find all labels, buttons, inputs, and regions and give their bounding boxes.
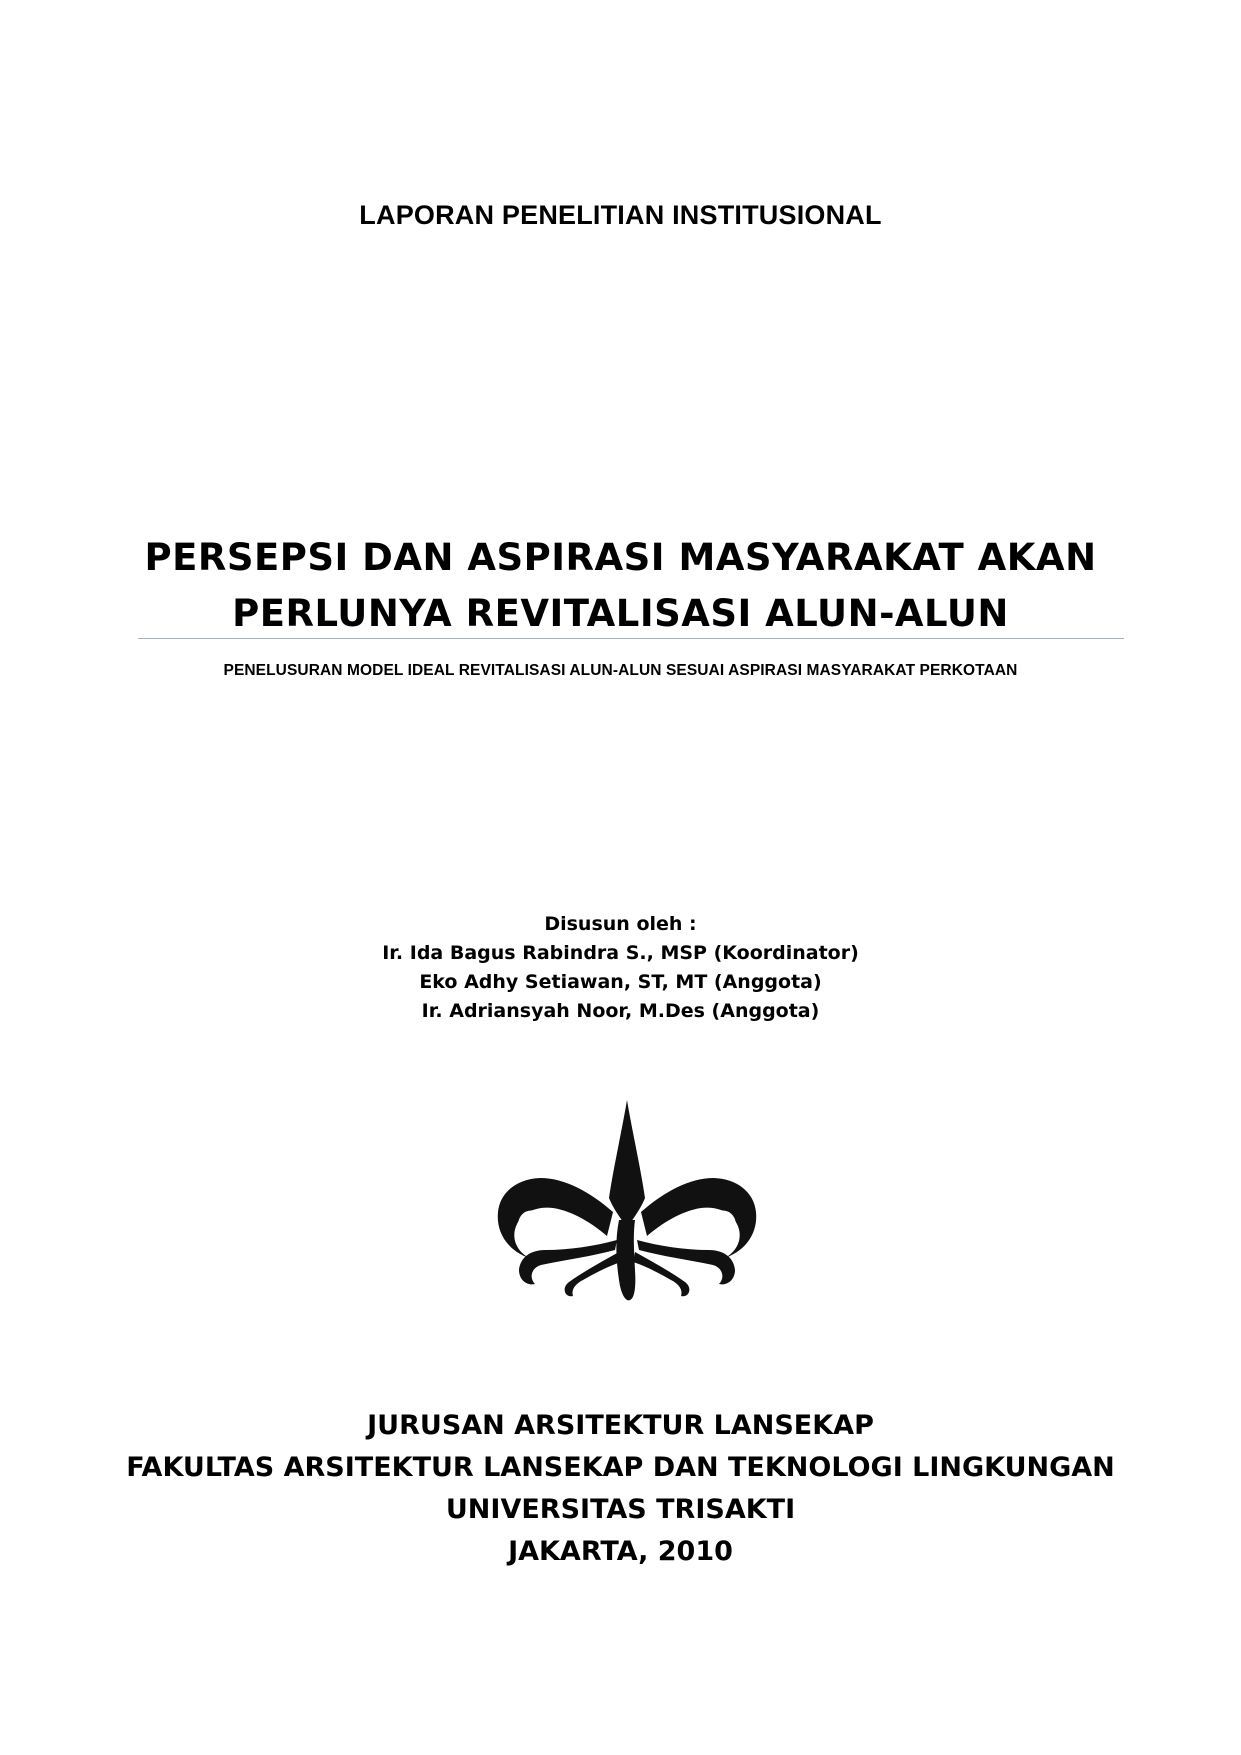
title-divider [138,638,1124,639]
author-3: Ir. Adriansyah Noor, M.Des (Anggota) [421,1000,820,1022]
institution-block [0,1405,1241,1573]
main-title-line-1: PERSEPSI DAN ASPIRASI MASYARAKAT AKAN [144,536,1097,579]
trisakti-university-emblem-icon [495,1100,760,1305]
main-title-line-2: PERLUNYA REVITALISASI ALUN-ALUN [232,592,1009,635]
department-name: JURUSAN ARSITEKTUR LANSEKAP [367,1410,874,1441]
authors-block [0,910,1241,1026]
university-name: UNIVERSITAS TRISAKTI [445,1494,796,1525]
author-2: Eko Adhy Setiawan, ST, MT (Anggota) [419,971,822,993]
report-type-heading: LAPORAN PENELITIAN INSTITUSIONAL [359,200,882,230]
author-1: Ir. Ida Bagus Rabindra S., MSP (Koordinator) [382,942,859,964]
authors-heading: Disusun oleh : [544,913,697,935]
subtitle: PENELUSURAN MODEL IDEAL REVITALISASI ALUN-ALUN SESUAI ASPIRASI MASYARAKAT PERKOTAAN [223,662,1018,679]
faculty-name: FAKULTAS ARSITEKTUR LANSEKAP DAN TEKNOLOGI LINGKUNGAN [126,1452,1115,1483]
place-year: JAKARTA, 2010 [508,1536,733,1567]
main-title [0,530,1241,642]
